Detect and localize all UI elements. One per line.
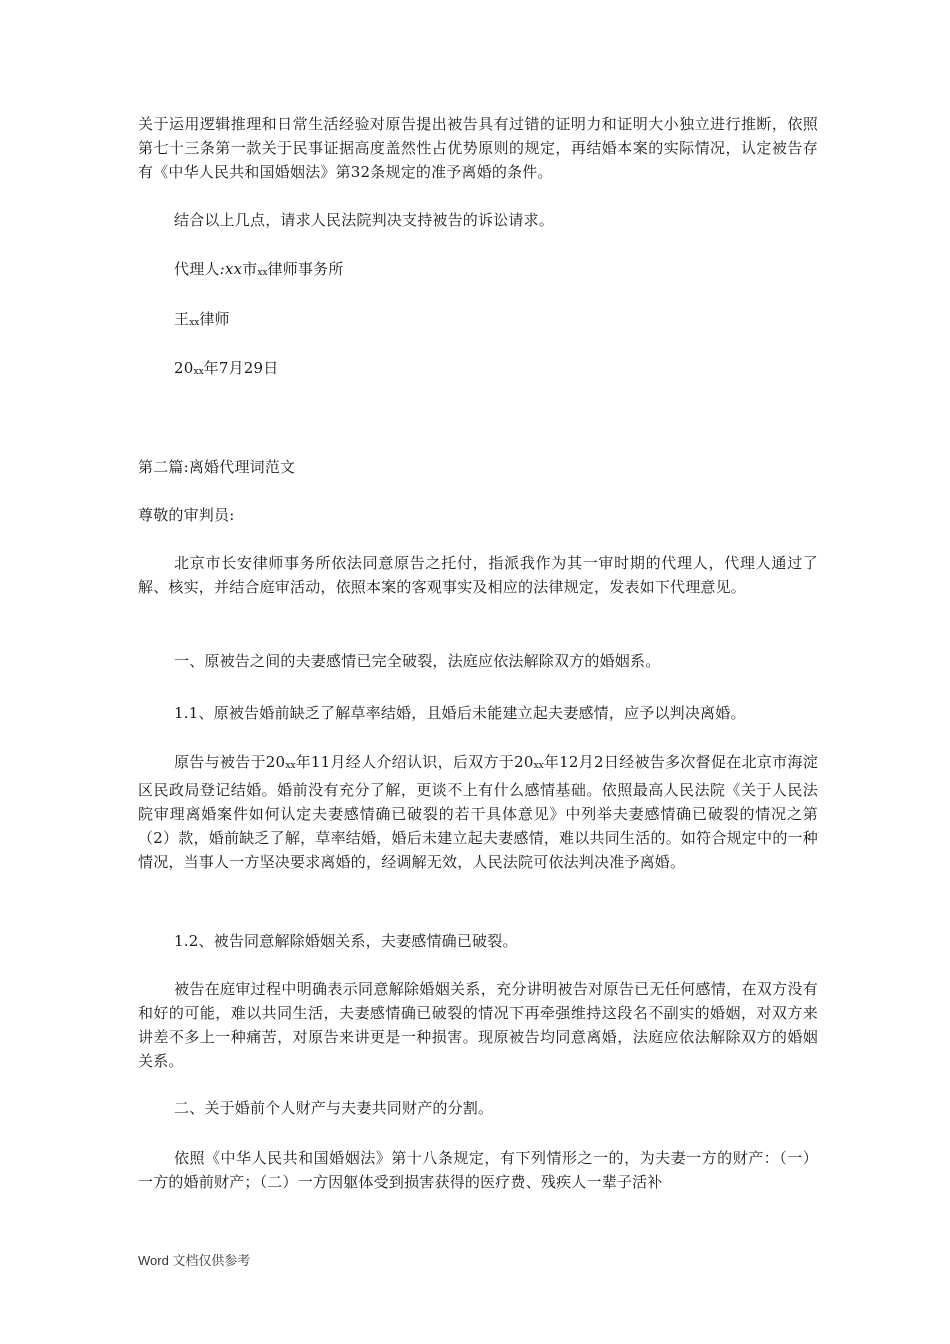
paragraph-conclusion-reasoning: 关于运用逻辑推理和日常生活经验对原告提出被告具有过错的证明力和证明大小独立进行推断，依照第七十三条第一款关于民事证据高度盖然性占优势原则的规定，再结婚本案的实际情况，认定被告存有《中华人民共和国婚姻法》第32条规定的准予离婚的条件。	[138, 115, 818, 181]
paragraph-request: 结合以上几点，请求人民法院判决支持被告的诉讼请求。	[174, 211, 555, 229]
paragraph-salutation: 尊敬的审判员:	[138, 506, 235, 524]
paragraph-agent-firm: 代理人:xx市xx律师事务所	[174, 260, 344, 278]
paragraph-date: 20xx年7月29日	[174, 359, 279, 377]
heading-point-1-2: 1.2、被告同意解除婚姻关系，夫妻感情确已破裂。	[174, 932, 518, 950]
paragraph-defendant-agrees: 被告在庭审过程中明确表示同意解除婚姻关系，充分讲明被告对原告已无任何感情，在双方没有和好的可能，难以共同生活，夫妻感情确已破裂的情况下再牵强维持这段名不副实的婚姻，对双方来讲差不多上一种痛苦，对原告来讲更是一种损害。现原被告均同意离婚，法庭应依法解除双方的婚姻关系。	[138, 980, 818, 1070]
heading-point-two: 二、关于婚前个人财产与夫妻共同财产的分割。	[174, 1099, 494, 1117]
paragraph-property-law: 依照《中华人民共和国婚姻法》第十八条规定，有下列情形之一的，为夫妻一方的财产：（一）一方的婚前财产；（二）一方因躯体受到损害获得的医疗费、残疾人一辈子活补	[138, 1149, 818, 1191]
heading-point-one: 一、原被告之间的夫妻感情已完全破裂，法庭应依法解除双方的婚姻系。	[174, 652, 661, 670]
page-footer: Word 文档仅供参考	[138, 1253, 251, 1268]
heading-point-1-1: 1.1、原被告婚前缺乏了解草率结婚，且婚后未能建立起夫妻感情，应予以判决离婚。	[174, 704, 746, 722]
paragraph-marriage-facts: 原告与被告于20xx年11月经人介绍认识，后双方于20xx年12月2日经被告多次督促在北京市海淀区民政局登记结婚。婚前没有充分了解，更谈不上有什么感情基础。依照最高人民法院《关于人民法院审理离婚案件如何认定夫妻感情确已破裂的若干具体意见》中列举夫妻感情确已破裂的情况之第（2）款，婚前缺乏了解，草率结婚，婚后未建立起夫妻感情，难以共同生活的。如符合规定中的一种情况，当事人一方坚决要求离婚的，经调解无效，人民法院可依法判决准予离婚。	[138, 753, 818, 871]
paragraph-intro: 北京市长安律师事务所依法同意原告之托付，指派我作为其一审时期的代理人，代理人通过了解、核实，并结合庭审活动，依照本案的客观事实及相应的法律规定，发表如下代理意见。	[138, 554, 818, 596]
section-title-part-two: 第二篇:离婚代理词范文	[138, 458, 296, 476]
paragraph-lawyer-name: 王xx律师	[174, 310, 230, 328]
